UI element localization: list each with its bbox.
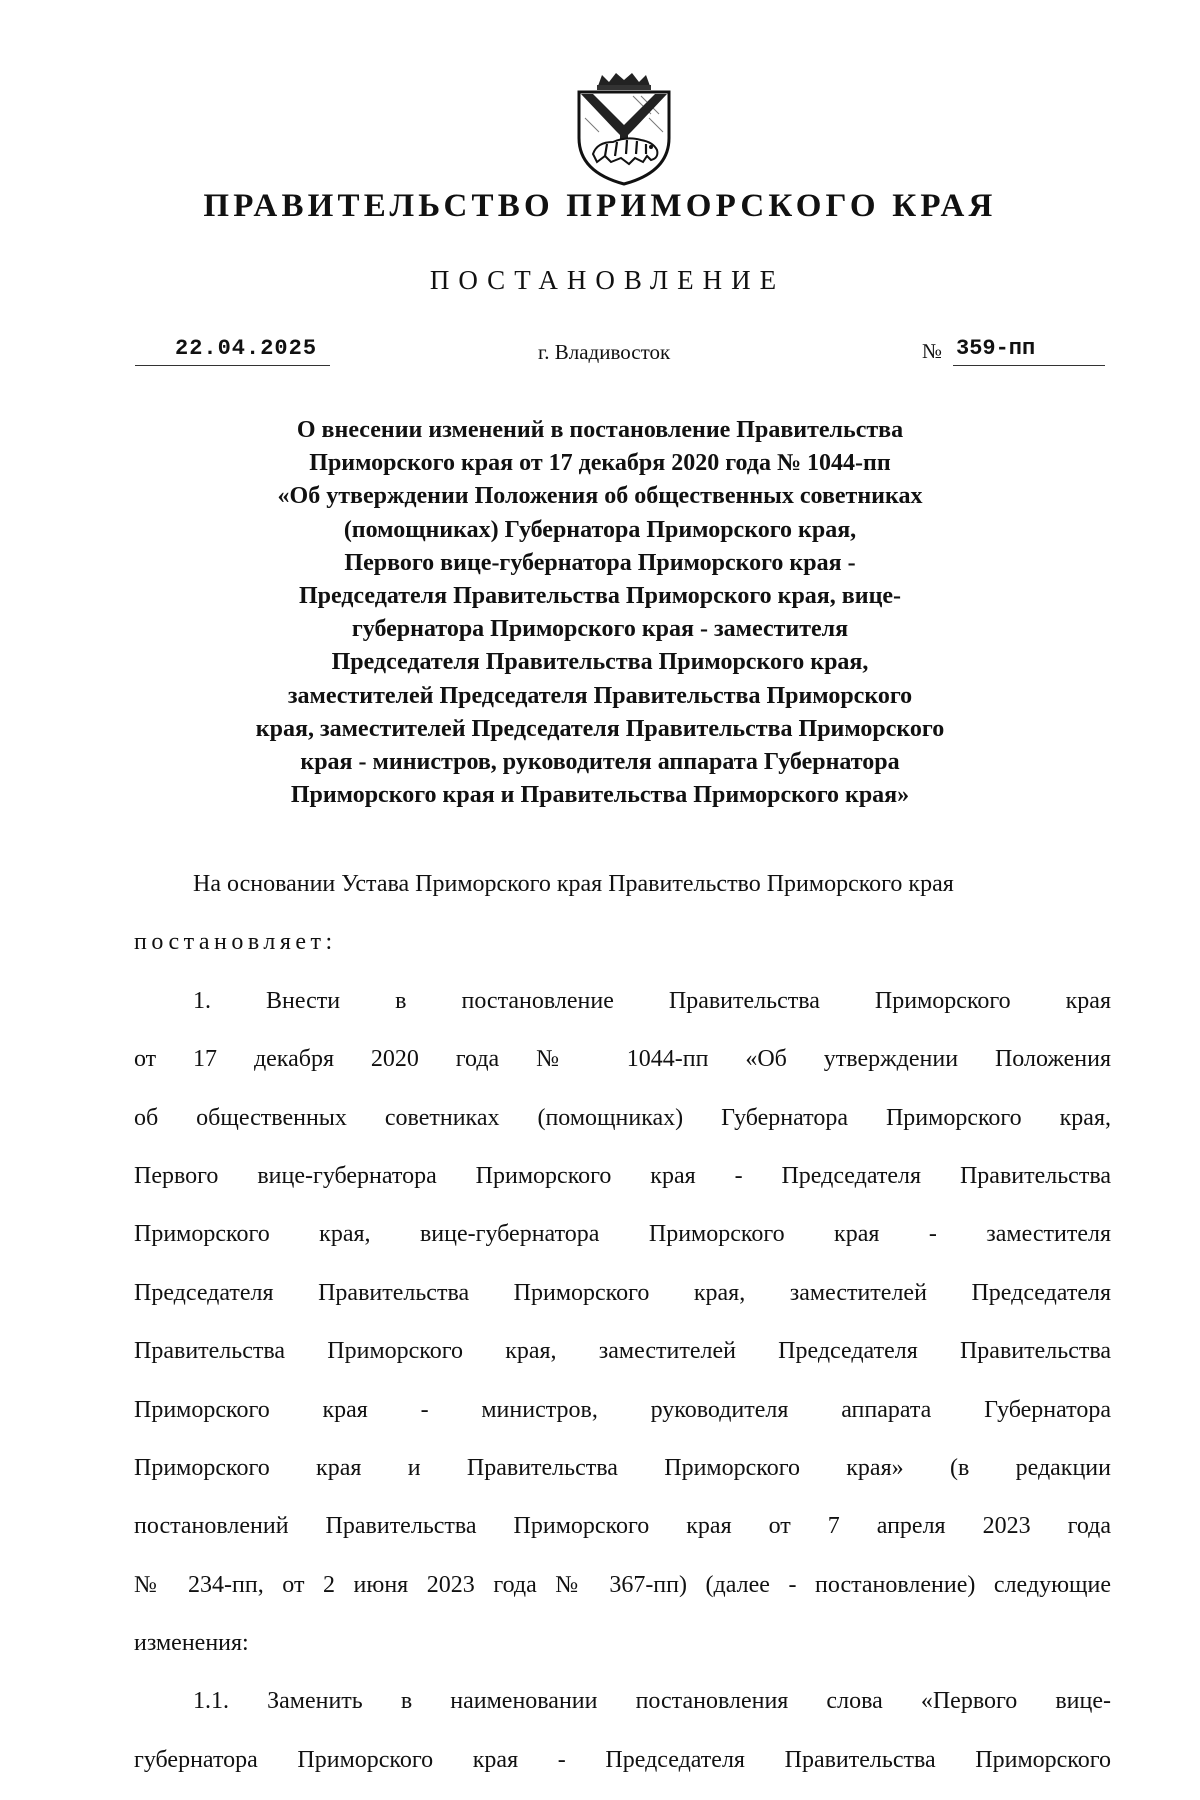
body-line: Приморского края и Правительства Приморского края» (в редакции (134, 1454, 1111, 1481)
title-line: Приморского края от 17 декабря 2020 года № 1044-пп (309, 450, 891, 477)
body-line: Приморского края - министров, руководителя аппарата Губернатора (134, 1396, 1111, 1423)
body-line: постановляет: (134, 929, 337, 956)
title-line: Председателя Правительства Приморского края, (331, 649, 869, 676)
body-line: Правительства Приморского края, заместителей Председателя Правительства (134, 1338, 1111, 1365)
title-line: О внесении изменений в постановление Правительства (296, 417, 904, 443)
body-line: губернатора Приморского края - Председателя Правительства Приморского (134, 1746, 1111, 1773)
title-line: Председателя Правительства Приморского края, вице- (298, 583, 902, 610)
title-line: заместителей Председателя Правительства Приморского (287, 682, 913, 709)
title-line: края, заместителей Председателя Правительства Приморского (255, 715, 945, 742)
title-line: края - министров, руководителя аппарата Губернатора (300, 749, 900, 776)
body-line: Приморского края, вице-губернатора Приморского края - заместителя (134, 1221, 1111, 1248)
number-sign: № (922, 339, 943, 363)
title-line: (помощниках) Губернатора Приморского края, (343, 516, 857, 543)
body-line: изменения: (134, 1630, 249, 1657)
body-line: На основании Устава Приморского края Правительство Приморского края (193, 871, 954, 897)
document-body (134, 866, 1111, 1800)
body-line: об общественных советниках (помощниках) Губернатора Приморского края, (134, 1104, 1111, 1131)
body-line: Первого вице-губернатора Приморского края - Председателя Правительства (134, 1162, 1111, 1189)
organization-name: ПРАВИТЕЛЬСТВО ПРИМОРСКОГО КРАЯ (203, 188, 997, 224)
title-line: «Об утверждении Положения об общественных советниках (277, 483, 923, 510)
document-city: г. Владивосток (538, 340, 671, 364)
document-title (150, 414, 1050, 812)
body-line: № 234-пп, от 2 июня 2023 года № 367-пп) (далее - постановление) следующие (134, 1571, 1111, 1598)
coat-of-arms-icon (573, 72, 675, 186)
body-line: постановлений Правительства Приморского края от 7 апреля 2023 года (134, 1513, 1111, 1540)
document-type: ПОСТАНОВЛЕНИЕ (429, 265, 786, 295)
body-line: 1.1. Заменить в наименовании постановления слова «Первого вице- (193, 1688, 1111, 1715)
title-line: губернатора Приморского края - заместителя (351, 616, 849, 643)
document-number: 359-пп (956, 336, 1036, 361)
document-date: 22.04.2025 (175, 336, 318, 361)
title-line: Первого вице-губернатора Приморского края - (344, 549, 856, 576)
body-line: 1. Внести в постановление Правительства Приморского края (193, 987, 1111, 1014)
number-underline (953, 365, 1105, 366)
date-underline (135, 365, 330, 366)
title-line: Приморского края и Правительства Приморского края» (290, 782, 910, 809)
body-line: от 17 декабря 2020 года № 1044-пп «Об утверждении Положения (134, 1046, 1111, 1073)
body-line: Председателя Правительства Приморского края, заместителей Председателя (134, 1279, 1111, 1306)
